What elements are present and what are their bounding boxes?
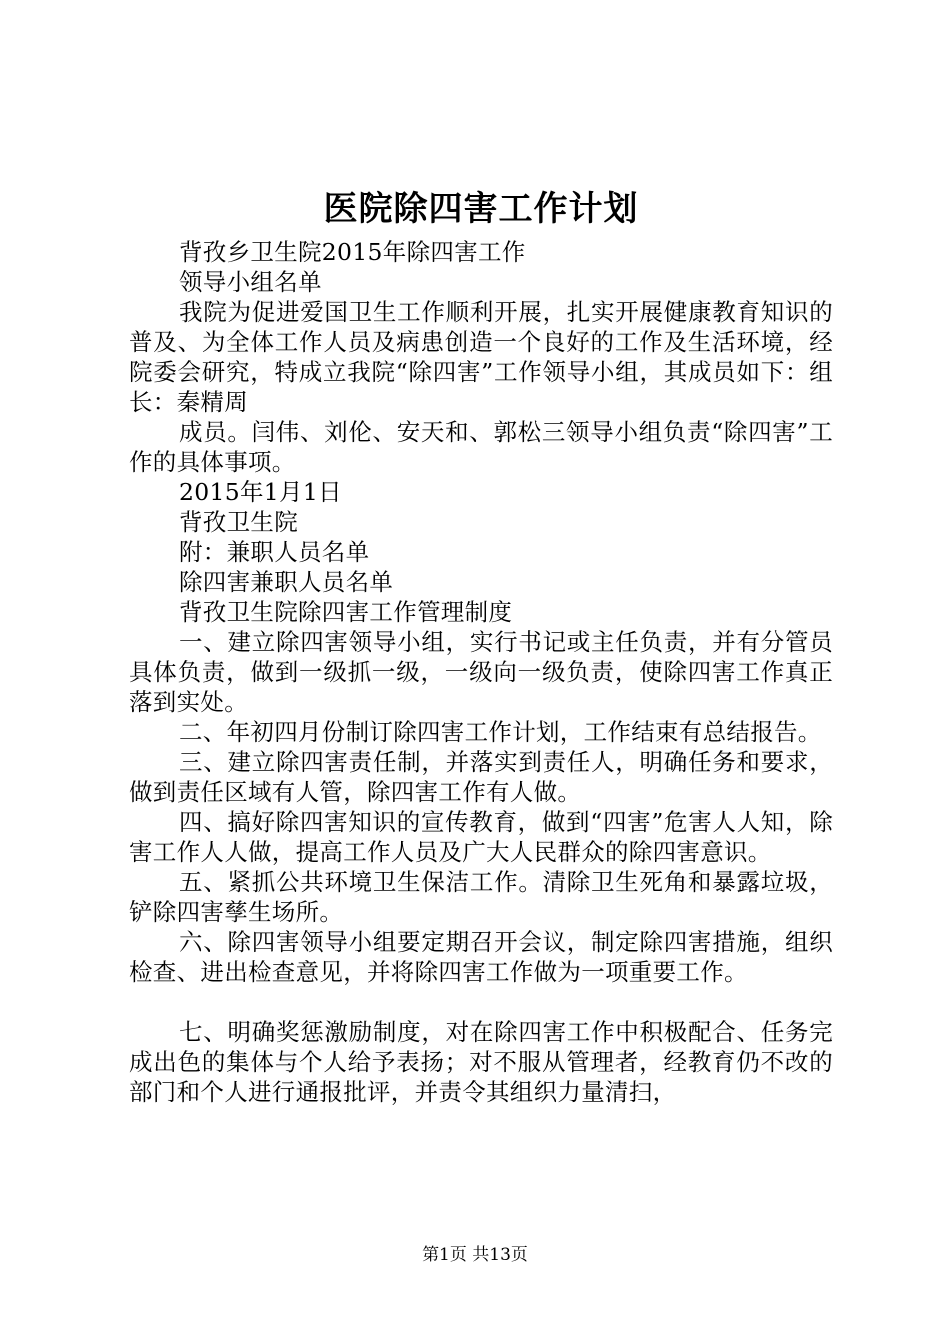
paragraph-rule-5: 五、紧抓公共环境卫生保洁工作。清除卫生死角和暴露垃圾，铲除四害孳生场所。: [129, 868, 833, 926]
paragraph-appendix: 附：兼职人员名单: [179, 538, 370, 566]
paragraph-rule-2: 二、年初四月份制订除四害工作计划，工作结束有总结报告。: [179, 718, 822, 746]
paragraph-heading-1: 背孜乡卫生院2015年除四害工作: [179, 238, 526, 266]
document-title: 医院除四害工作计划: [323, 189, 639, 229]
paragraph-signature: 背孜卫生院: [179, 508, 298, 536]
paragraph-heading-2: 领导小组名单: [179, 268, 322, 296]
paragraph-rule-7: 七、明确奖惩激励制度，对在除四害工作中积极配合、任务完成出色的集体与个人给予表扬；对不服从管理者，经教育仍不改的部门和个人进行通报批评，并责令其组织力量清扫，: [129, 1018, 833, 1106]
paragraph-date: 2015年1月1日: [179, 478, 342, 506]
paragraph-rule-6: 六、除四害领导小组要定期召开会议，制定除四害措施，组织检查、进出检查意见，并将除四害工作做为一项重要工作。: [129, 928, 833, 986]
paragraph-rules-title: 背孜卫生院除四害工作管理制度: [179, 598, 513, 626]
paragraph-rule-3: 三、建立除四害责任制，并落实到责任人，明确任务和要求，做到责任区域有人管，除四害工作有人做。: [129, 748, 833, 806]
page-number: 第1页 共13页: [422, 1245, 528, 1265]
paragraph-rule-4: 四、搞好除四害知识的宣传教育，做到“四害”危害人人知，除害工作人人做，提高工作人员及广大人民群众的除四害意识。: [129, 808, 833, 866]
paragraph-gap: [129, 987, 833, 1017]
paragraph-intro: 我院为促进爱国卫生工作顺利开展，扎实开展健康教育知识的普及、为全体工作人员及病患创造一个良好的工作及生活环境，经院委会研究，特成立我院“除四害”工作领导小组，其成员如下：组长：秦精周: [129, 298, 833, 416]
paragraph-members: 成员。闫伟、刘伦、安天和、郭松三领导小组负责“除四害”工作的具体事项。: [129, 418, 833, 476]
document-page: [129, 183, 833, 1107]
paragraph-staff-list: 除四害兼职人员名单: [179, 568, 394, 596]
paragraph-rule-1: 一、建立除四害领导小组，实行书记或主任负责，并有分管员具体负责，做到一级抓一级，一级向一级负责，使除四害工作真正落到实处。: [129, 628, 833, 716]
